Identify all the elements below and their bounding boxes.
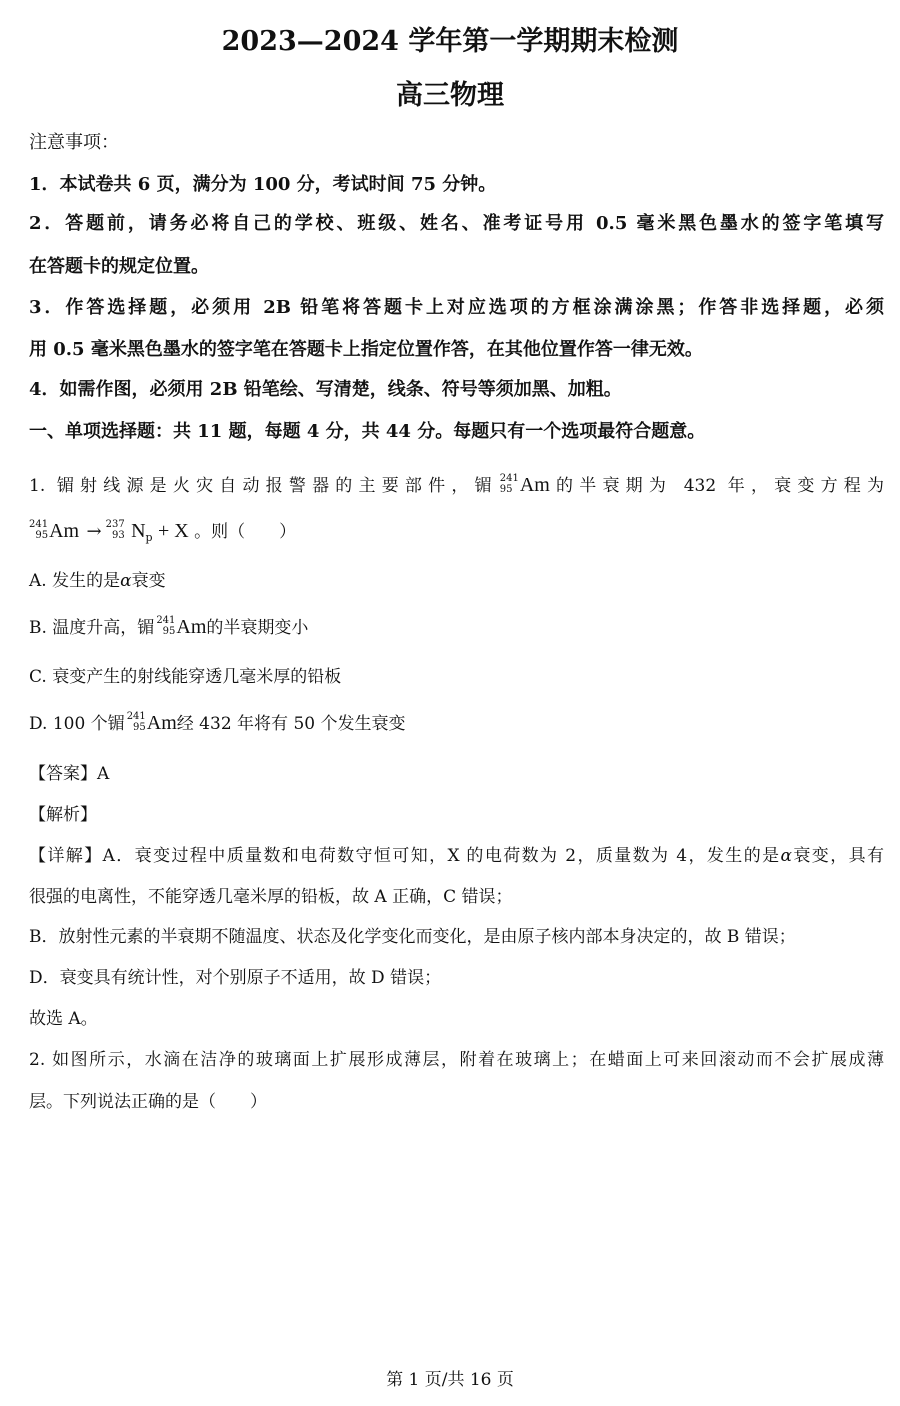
q1-detail-line-1 <box>29 843 884 869</box>
option-b-am-index <box>156 615 175 637</box>
subject-title: 高三物理 <box>396 80 504 111</box>
option-b-am-symbol: Am <box>176 616 207 638</box>
exam-title: 2023—2024 学年第一学期期末检测 <box>221 26 679 57</box>
option-d-am-index <box>127 711 146 733</box>
q1-stem-text-b: 的半衰期为 432 年，衰变方程为 <box>549 476 884 496</box>
q1-analysis-label: 【解析】 <box>29 805 97 825</box>
q1-option-d <box>29 710 884 737</box>
notice-item-2-line-1: 2．答题前，请务必将自己的学校、班级、姓名、准考证号用 0.5 毫米黑色墨水的签字笔填写 <box>29 213 884 234</box>
q1-conclusion: 故选 A。 <box>29 1009 98 1029</box>
eq-am-charge: 95 <box>35 529 49 541</box>
am-symbol: Am <box>519 474 550 496</box>
eq-am-symbol: Am <box>49 520 80 542</box>
page-footer: 第 1 页/共 16 页 <box>386 1370 514 1390</box>
option-d-am-symbol: Am <box>146 712 177 734</box>
q1-option-b <box>29 614 884 641</box>
eq-np-charge: 93 <box>111 529 125 541</box>
option-b-am-charge: 95 <box>162 625 176 637</box>
q2-stem-line-2: 层。下列说法正确的是（ ） <box>29 1092 267 1112</box>
q1-option-c: C. 衰变产生的射线能穿透几毫米厚的铅板 <box>29 667 342 687</box>
section-1-heading: 一、单项选择题：共 11 题，每题 4 分，共 44 分。每题只有一个选项最符合题意。 <box>29 421 706 442</box>
eq-np-symbol: N <box>131 520 146 542</box>
option-d-text-end: 经 432 年将有 50 个发生衰变 <box>176 714 406 734</box>
notice-item-4: 4．如需作图，必须用 2B 铅笔绘、写清楚，线条、符号等须加黑、加粗。 <box>29 379 622 400</box>
eq-np-index <box>106 519 125 541</box>
q1-detail-line-2: 很强的电离性，不能穿透几毫米厚的铅板，故 A 正确，C 错误； <box>29 887 513 907</box>
notice-item-3-line-2: 用 0.5 毫米黑色墨水的签字笔在答题卡上指定位置作答，在其他位置作答一律无效。 <box>29 339 703 360</box>
eq-am-index <box>29 519 48 541</box>
option-b-text: B. 温度升高，镅 <box>29 618 155 638</box>
q1-detail-b: B．放射性元素的半衰期不随温度、状态及化学变化而变化，是由原子核内部本身决定的，故 B 错误； <box>29 927 796 947</box>
eq-plus-x: + X <box>158 520 189 542</box>
option-b-am-mass: 241 <box>156 614 176 626</box>
eq-np-subscript: p <box>145 531 153 544</box>
q2-stem-line-1: 2. 如图所示，水滴在洁净的玻璃面上扩展形成薄层，附着在玻璃上；在蜡面上可来回滚动而不会扩展成薄 <box>29 1050 884 1070</box>
q1-answer: 【答案】A <box>29 764 110 784</box>
notice-item-2-line-2: 在答题卡的规定位置。 <box>29 256 209 277</box>
q1-detail-d: D．衰变具有统计性，对个别原子不适用，故 D 错误； <box>29 968 442 988</box>
q1-stem-text-c: 。则（ ） <box>194 522 297 542</box>
eq-arrow: → <box>86 521 102 542</box>
decay-equation-line <box>29 518 884 551</box>
option-d-am-mass: 241 <box>126 710 146 722</box>
option-d-text: D. 100 个镅 <box>29 714 125 734</box>
am-nuclide-index <box>500 473 519 495</box>
am-mass-number: 241 <box>499 472 519 484</box>
option-b-text-end: 的半衰期变小 <box>206 618 309 638</box>
option-d-am-charge: 95 <box>133 721 146 733</box>
notice-heading: 注意事项： <box>29 132 119 153</box>
option-a-text-end: 衰变 <box>131 571 166 591</box>
detail-text: 【详解】A．衰变过程中质量数和电荷数守恒可知，X 的电荷数为 2，质量数为 4，发生的是 <box>29 846 781 866</box>
q1-stem-line-1 <box>29 472 884 499</box>
q1-option-a <box>29 568 884 594</box>
eq-am-mass: 241 <box>29 518 49 530</box>
detail-alpha-symbol: α <box>780 846 792 866</box>
alpha-symbol: α <box>120 571 132 591</box>
am-charge-number: 95 <box>499 483 513 495</box>
option-a-text: A. 发生的是 <box>29 571 121 591</box>
notice-item-1: 1．本试卷共 6 页，满分为 100 分，考试时间 75 分钟。 <box>29 174 497 195</box>
q1-stem-text-a: 1. 镅射线源是火灾自动报警器的主要部件，镅 <box>29 476 498 496</box>
eq-np-mass: 237 <box>105 518 125 530</box>
notice-item-3-line-1: 3．作答选择题，必须用 2B 铅笔将答题卡上对应选项的方框涂满涂黑；作答非选择题，必须 <box>29 297 884 318</box>
detail-text-end: 衰变，具有 <box>791 846 884 866</box>
